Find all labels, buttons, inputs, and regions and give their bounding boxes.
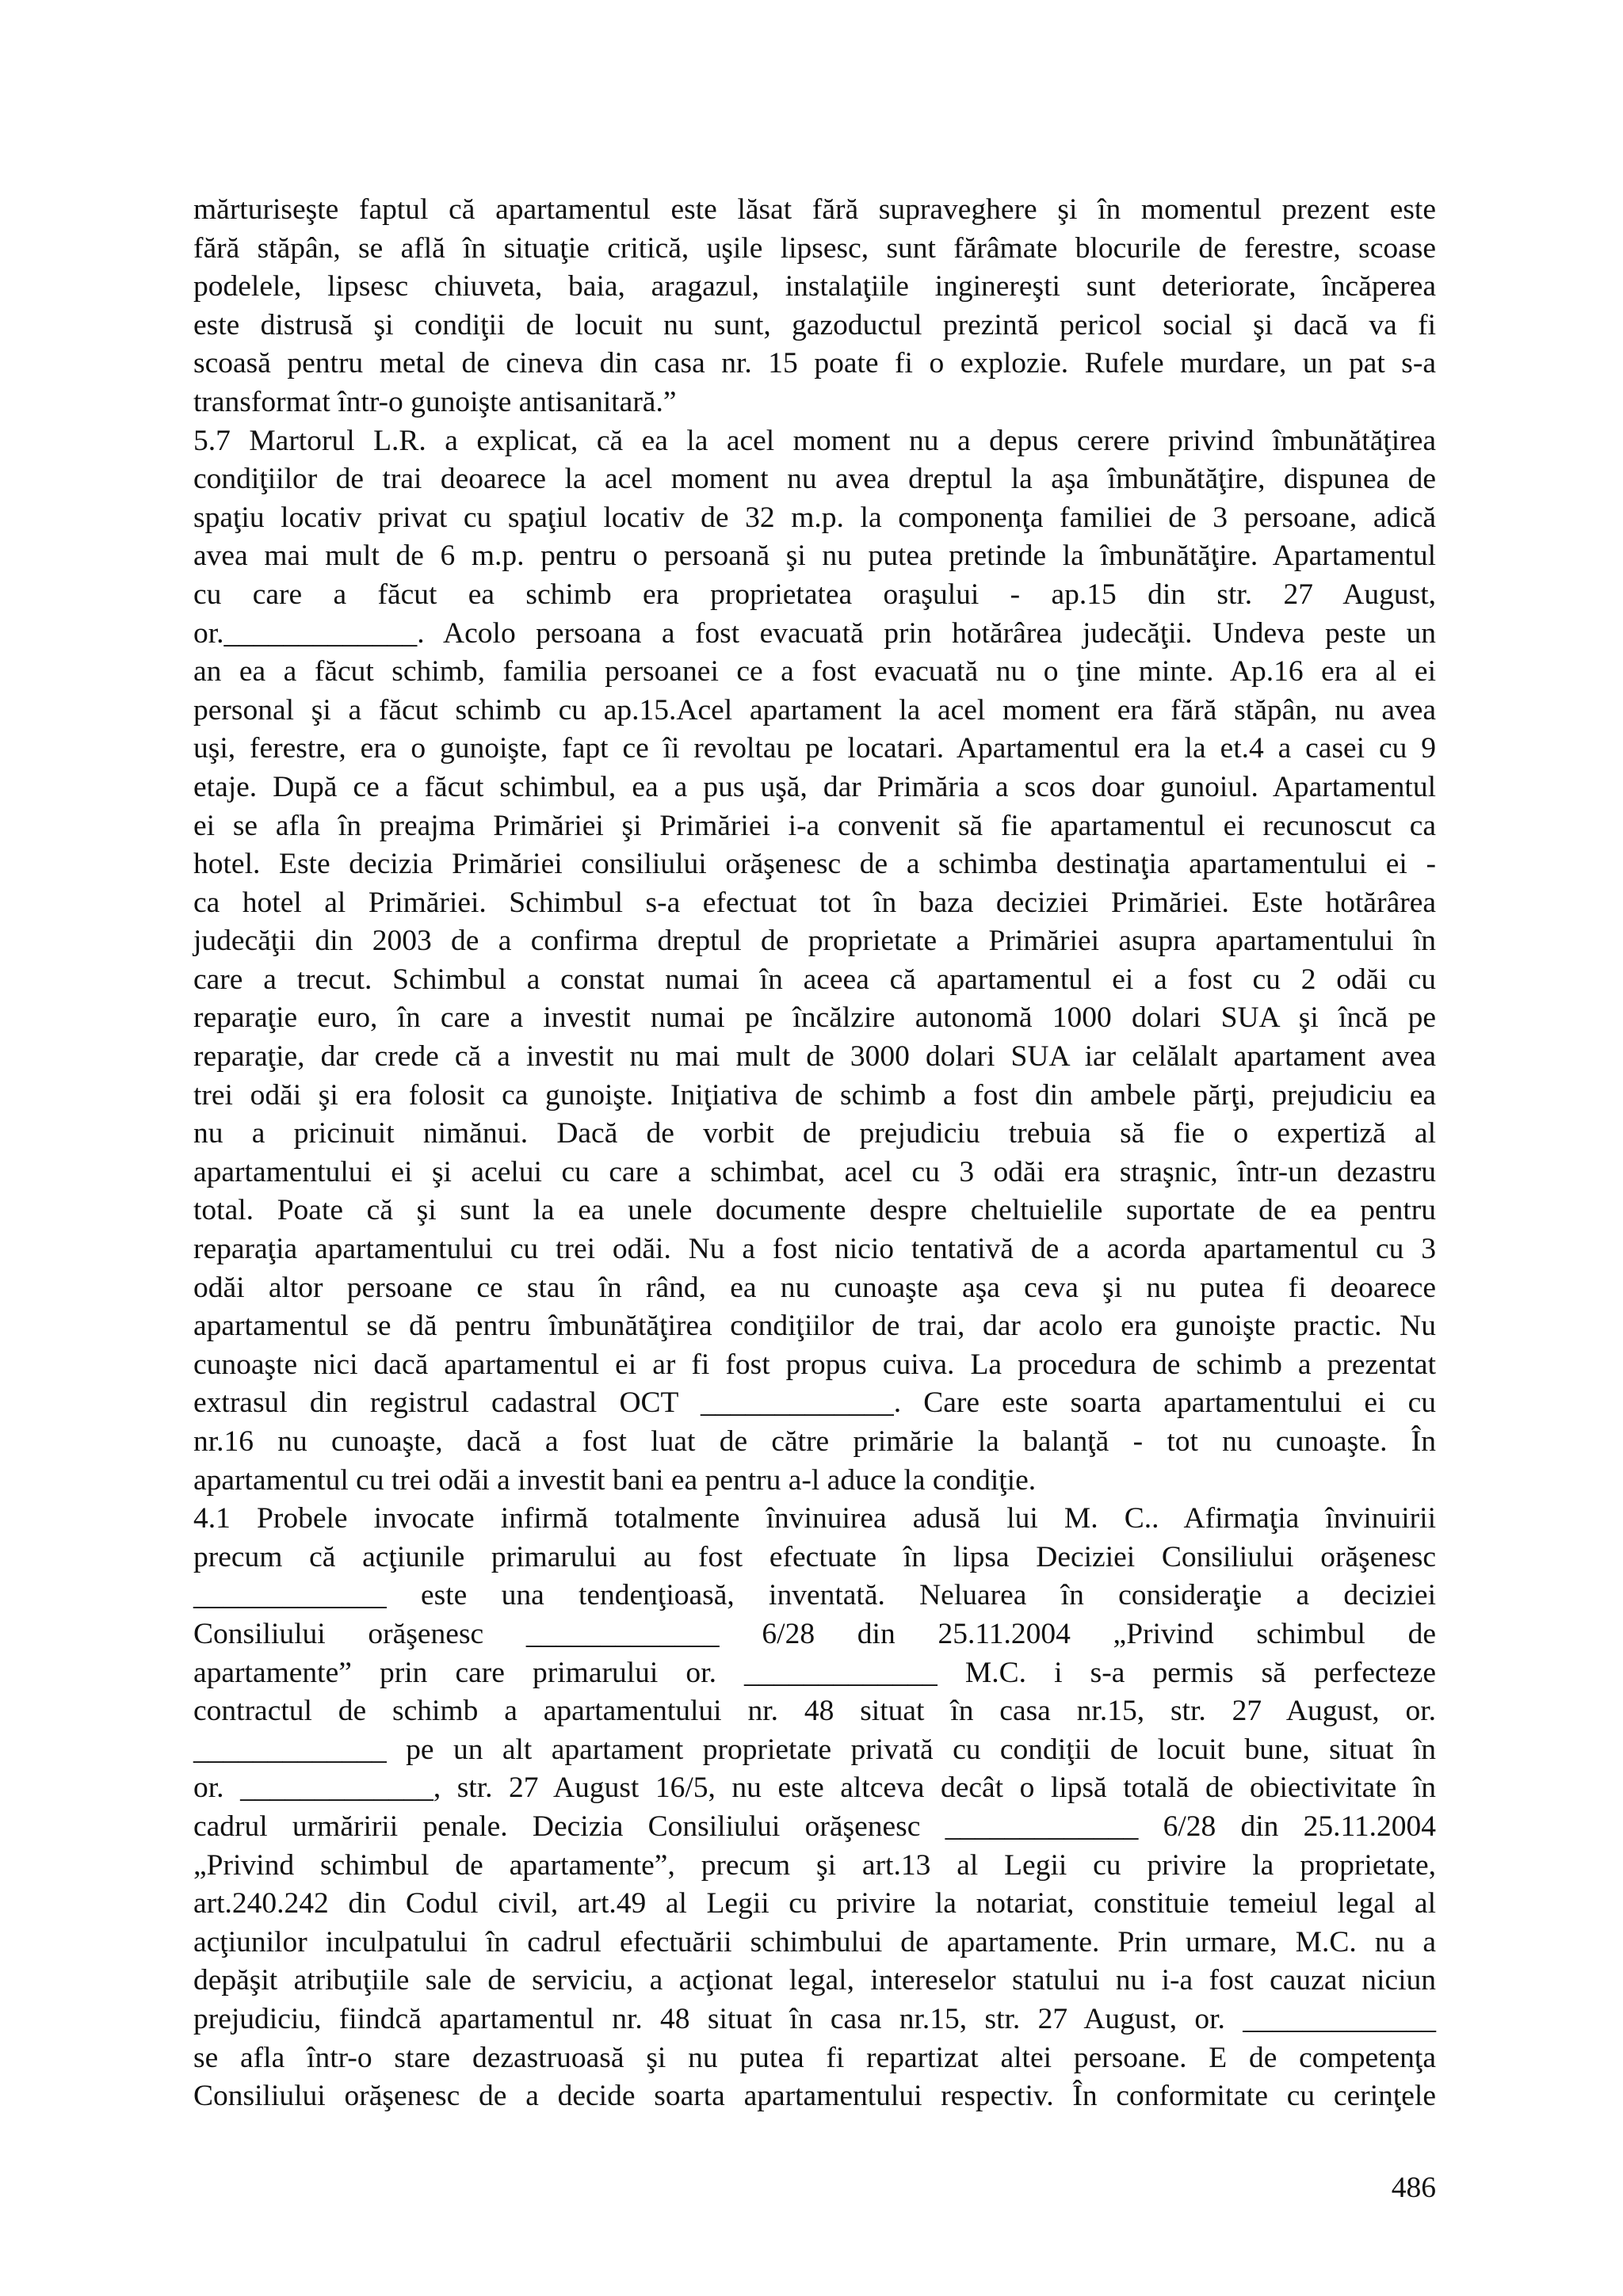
text-line: mărturiseşte faptul că apartamentul este lăsat fără supraveghere şi în momentul prezent este bbox=[193, 193, 1436, 226]
text-line: „Privind schimbul de apartamente”, precum şi art.13 al Legii cu privire la proprietate, bbox=[193, 1848, 1436, 1882]
text-line: or._____________. Acolo persoana a fost evacuată prin hotărârea judecăţii. Undeva peste un bbox=[193, 616, 1436, 650]
text-line: acţiunilor inculpatului în cadrul efectuării schimbului de apartamente. Prin urmare, M.C. nu a bbox=[193, 1925, 1436, 1958]
text-line: art.240.242 din Codul civil, art.49 al Legii cu privire la notariat, constituie temeiul legal al bbox=[193, 1887, 1436, 1920]
text-line: apartamentul cu trei odăi a investit bani ea pentru a-l aduce la condiţie. bbox=[193, 1463, 1037, 1497]
text-line: prejudiciu, fiindcă apartamentul nr. 48 situat în casa nr.15, str. 27 August, or. _____________ bbox=[193, 2002, 1436, 2035]
text-line: fără stăpân, se află în situaţie critică, uşile lipsesc, sunt fărâmate blocurile de ferestre, scoase bbox=[193, 231, 1436, 265]
text-line: _____________ pe un alt apartament proprietate privată cu condiţii de locuit bune, situat în bbox=[193, 1733, 1436, 1766]
text-line: este distrusă şi condiţii de locuit nu sunt, gazoductul prezintă pericol social şi dacă va fi bbox=[193, 308, 1436, 341]
text-line: Consiliului orăşenesc _____________ 6/28 din 25.11.2004 „Privind schimbul de bbox=[193, 1617, 1436, 1650]
text-line: etaje. După ce a făcut schimbul, ea a pus uşă, dar Primăria a scos doar gunoiul. Apartamentul bbox=[193, 770, 1436, 803]
text-line: extrasul din registrul cadastral OCT _____________. Care este soarta apartamentului ei cu bbox=[193, 1386, 1436, 1420]
text-line: reparaţie, dar crede că a investit nu mai mult de 3000 dolari SUA iar celălalt apartament avea bbox=[193, 1040, 1436, 1074]
text-line: hotel. Este decizia Primăriei consiliului orăşenesc de a schimba destinaţia apartamentului ei - bbox=[193, 848, 1436, 881]
text-line: apartamentul se dă pentru îmbunătăţirea condiţiilor de trai, dar acolo era gunoişte practic. Nu bbox=[193, 1310, 1436, 1343]
text-line: uşi, ferestre, era o gunoişte, fapt ce îi revoltau pe locatari. Apartamentul era la et.4 a casei cu 9 bbox=[193, 732, 1436, 765]
text-line: ca hotel al Primăriei. Schimbul s-a efectuat tot în baza deciziei Primăriei. Este hotărârea bbox=[193, 886, 1436, 919]
text-line: an ea a făcut schimb, familia persoanei ce a fost evacuată nu o ţine minte. Ap.16 era al ei bbox=[193, 655, 1436, 688]
text-line: apartamentului ei şi acelui cu care a schimbat, acel cu 3 odăi era straşnic, într-un dezastru bbox=[193, 1155, 1436, 1188]
text-line: care a trecut. Schimbul a constat numai în aceea că apartamentul ei a fost cu 2 odăi cu bbox=[193, 963, 1436, 996]
text-line: precum că acţiunile primarului au fost efectuate în lipsa Deciziei Consiliului orăşenesc bbox=[193, 1540, 1436, 1573]
text-line: scoasă pentru metal de cineva din casa nr. 15 poate fi o explozie. Rufele murdare, un pat s-a bbox=[193, 347, 1436, 380]
text-line: Consiliului orăşenesc de a decide soarta apartamentului respectiv. În conformitate cu cerinţele bbox=[193, 2080, 1436, 2113]
text-line: 4.1 Probele invocate infirmă totalmente învinuirea adusă lui M. C.. Afirmaţia învinuirii bbox=[193, 1502, 1436, 1535]
text-line: reparaţie euro, în care a investit numai pe încălzire autonomă 1000 dolari SUA şi încă pe bbox=[193, 1001, 1436, 1035]
text-line: odăi altor persoane ce stau în rând, ea nu cunoaşte aşa ceva şi nu putea fi deoarece bbox=[193, 1271, 1436, 1304]
text-line: avea mai mult de 6 m.p. pentru o persoană şi nu putea pretinde la îmbunătăţire. Apartamentul bbox=[193, 540, 1436, 573]
page-number: 486 bbox=[1391, 2172, 1436, 2204]
text-line: cu care a făcut ea schimb era proprietatea oraşului - ap.15 din str. 27 August, bbox=[193, 578, 1436, 611]
text-line: cunoaşte nici dacă apartamentul ei ar fi fost propus cuiva. La procedura de schimb a prezentat bbox=[193, 1348, 1436, 1381]
text-line: nr.16 nu cunoaşte, dacă a fost luat de către primărie la balanţă - tot nu cunoaşte. În bbox=[193, 1425, 1436, 1458]
body-text bbox=[193, 191, 1436, 2116]
text-line: personal şi a făcut schimb cu ap.15.Acel apartament la acel moment era fără stăpân, nu avea bbox=[193, 693, 1436, 727]
text-line: ei se afla în preajma Primăriei şi Primăriei i-a convenit să fie apartamentul ei recunoscut ca bbox=[193, 809, 1436, 842]
text-line: se afla într-o stare dezastruoasă şi nu putea fi repartizat altei persoane. E de competenţa bbox=[193, 2041, 1436, 2074]
text-line: depăşit atribuţiile sale de serviciu, a acţionat legal, intereselor statului nu i-a fost cauzat niciun bbox=[193, 1964, 1436, 1997]
text-line: spaţiu locativ privat cu spaţiul locativ de 32 m.p. la componenţa familiei de 3 persoane, adică bbox=[193, 501, 1436, 534]
text-line: nu a pricinuit nimănui. Dacă de vorbit de prejudiciu trebuia să fie o expertiză al bbox=[193, 1117, 1436, 1150]
text-line: podelele, lipsesc chiuveta, baia, aragazul, instalaţiile inginereşti sunt deteriorate, încăperea bbox=[193, 270, 1436, 303]
text-line: contractul de schimb a apartamentului nr. 48 situat în casa nr.15, str. 27 August, or. bbox=[193, 1695, 1436, 1728]
text-line: or. _____________, str. 27 August 16/5, nu este altceva decât o lipsă totală de obiectivitate în bbox=[193, 1772, 1436, 1805]
text-line: condiţiilor de trai deoarece la acel moment nu avea dreptul la aşa îmbunătăţire, dispunea de bbox=[193, 463, 1436, 496]
text-line: reparaţia apartamentului cu trei odăi. Nu a fost nicio tentativă de a acorda apartamentul cu 3 bbox=[193, 1233, 1436, 1266]
text-line: _____________ este una tendenţioasă, inventată. Neluarea în consideraţie a deciziei bbox=[193, 1579, 1436, 1612]
text-line: trei odăi şi era folosit ca gunoişte. Iniţiativa de schimb a fost din ambele părţi, prejudiciu ea bbox=[193, 1078, 1436, 1112]
text-line: transformat într-o gunoişte antisanitară.” bbox=[193, 385, 677, 418]
text-line: 5.7 Martorul L.R. a explicat, că ea la acel moment nu a depus cerere privind îmbunătăţirea bbox=[193, 424, 1436, 457]
text-line: apartamente” prin care primarului or. _____________ M.C. i s-a permis să perfecteze bbox=[193, 1656, 1436, 1689]
text-line: judecăţii din 2003 de a confirma dreptul de proprietate a Primăriei asupra apartamentului în bbox=[193, 925, 1436, 958]
text-line: cadrul urmăririi penale. Decizia Consiliului orăşenesc _____________ 6/28 din 25.11.2004 bbox=[193, 1810, 1436, 1843]
text-line: total. Poate că şi sunt la ea unele documente despre cheltuielile suportate de ea pentru bbox=[193, 1194, 1436, 1227]
